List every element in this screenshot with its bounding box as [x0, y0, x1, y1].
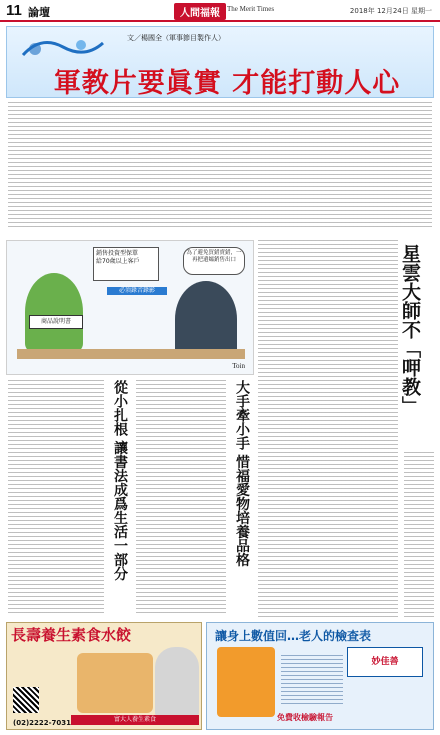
ad1-person-image [155, 647, 199, 717]
product-bottle-image [217, 647, 275, 717]
ad2-description [281, 655, 343, 705]
right-article-body-2 [404, 452, 434, 618]
brand-logo: 人間福報 [174, 3, 226, 20]
cartoon-sign [93, 247, 159, 281]
cartoon-figure-right [175, 281, 237, 357]
cartoon-speech-bubble: 為了避免買錯賣錯，一再把遺孀銷售出口 [183, 247, 245, 275]
cartoon-highlight: 必須錄音錄影 [107, 287, 167, 295]
issue-date: 2018年 12月24日 星期一 [349, 7, 432, 15]
article-body-text [8, 102, 432, 230]
qr-code-icon [13, 687, 39, 713]
article-byline: 文／楊國全（軍事節目製作人） [127, 34, 225, 42]
ad1-title: 長壽養生素食水餃 [11, 626, 132, 644]
top-article-banner [6, 26, 434, 98]
dumplings-image [77, 653, 153, 713]
ad2-brand: 妙佳善 [347, 647, 423, 677]
cartoon-box: 商品說明書 [29, 315, 83, 329]
health-product-advertisement[interactable] [206, 622, 434, 730]
editorial-cartoon [6, 240, 254, 375]
middle-article-title: 大手牽小手 惜福愛物培養品格 [234, 380, 250, 567]
right-article-body [258, 240, 398, 618]
ad2-footer: 免費收檢驗報告 [277, 713, 333, 722]
article-headline: 軍教片要眞實 才能打動人心 [53, 68, 401, 99]
dumpling-advertisement[interactable] [6, 622, 202, 730]
cartoon-desk [17, 349, 245, 359]
cartoon-sign-line2: 給70歲以上客戶 [96, 258, 140, 265]
cartoon-sign-line1: 銷售投資型保單 [96, 250, 139, 257]
brand-english: The Merit Times [227, 5, 275, 13]
column-logo-icon [21, 33, 105, 63]
section-label: 論壇 [28, 6, 50, 19]
left-article-body [8, 380, 104, 616]
cartoon-signature: Toin [232, 362, 245, 370]
right-article-title: 星雲大師不「呷教」 [399, 244, 421, 415]
middle-article-body [136, 380, 226, 616]
page-header [0, 0, 440, 22]
cartoon-figure-left [25, 273, 83, 351]
left-article-title: 從小扎根 讓書法成爲生活一部分 [112, 380, 128, 581]
ad1-brand-bar: 富大人養生素食 [71, 715, 199, 725]
ad2-title: 讓身上數值回…老人的檢查表 [215, 629, 372, 643]
page-number: 11 [6, 2, 22, 19]
ad1-phone: (02)2222-7031 [13, 719, 72, 727]
